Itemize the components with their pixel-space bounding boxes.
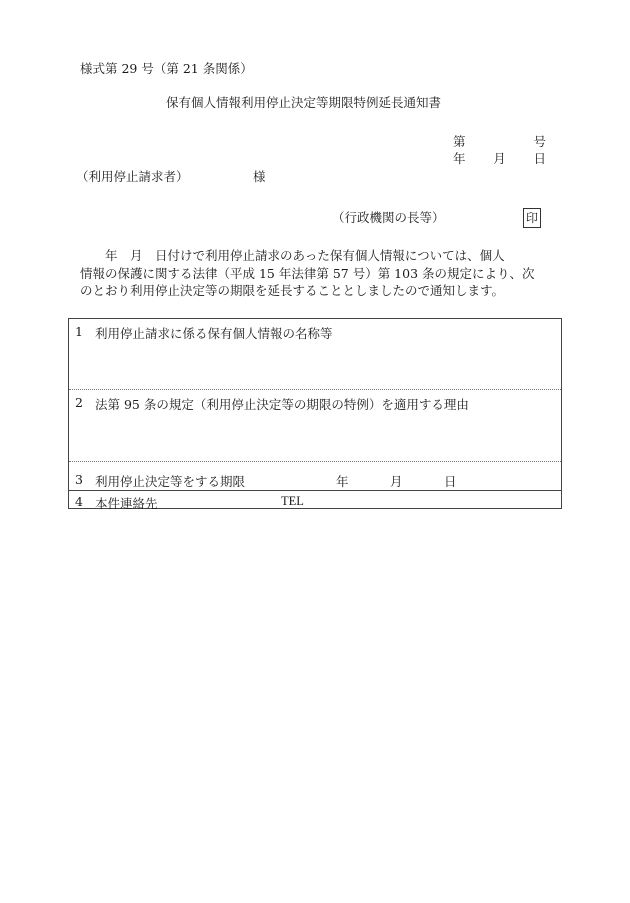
deadline-month: 月 xyxy=(390,474,403,489)
doc-number-prefix: 第 xyxy=(453,134,466,149)
date-year: 年 xyxy=(453,151,466,166)
item-label: 利用停止決定等をする期限 xyxy=(95,474,246,489)
body-line-1: 年 月 日付けで利用停止請求のあった保有個人情報については、個人 xyxy=(80,248,505,263)
item-label: 本件連絡先 xyxy=(95,496,158,511)
document-date xyxy=(453,153,546,166)
notice-body xyxy=(80,247,550,300)
recipient-honorific: 様 xyxy=(253,169,266,184)
body-line-2: 情報の保護に関する法律（平成 15 年法律第 57 号）第 103 条の規定により、次 xyxy=(80,265,535,281)
table-row xyxy=(69,390,562,462)
agency-label: （行政機関の長等） xyxy=(332,210,445,225)
deadline-day: 日 xyxy=(444,474,457,489)
document-number xyxy=(453,136,546,149)
date-day: 日 xyxy=(533,151,546,166)
item-number: 1 xyxy=(75,324,83,339)
item-label: 利用停止請求に係る保有個人情報の名称等 xyxy=(95,326,333,341)
item-number: 2 xyxy=(75,395,83,410)
items-table xyxy=(68,318,562,509)
tel-label: TEL xyxy=(281,494,304,508)
table-row xyxy=(69,462,562,491)
date-month: 月 xyxy=(493,151,506,166)
deadline-year: 年 xyxy=(336,474,349,489)
item-number: 4 xyxy=(75,494,83,509)
document-title: 保有個人情報利用停止決定等期限特例延長通知書 xyxy=(166,95,442,110)
form-number: 様式第 29 号（第 21 条関係） xyxy=(80,61,253,76)
table-row xyxy=(69,319,562,390)
recipient-label: （利用停止請求者） xyxy=(76,169,189,184)
table-row xyxy=(69,491,562,509)
body-line-3: のとおり利用停止決定等の期限を延長することとしましたので通知します。 xyxy=(80,283,505,298)
item-number: 3 xyxy=(75,472,83,487)
doc-number-suffix: 号 xyxy=(533,134,546,149)
seal-mark: 印 xyxy=(523,208,541,228)
item-label: 法第 95 条の規定（利用停止決定等の期限の特例）を適用する理由 xyxy=(95,397,469,412)
